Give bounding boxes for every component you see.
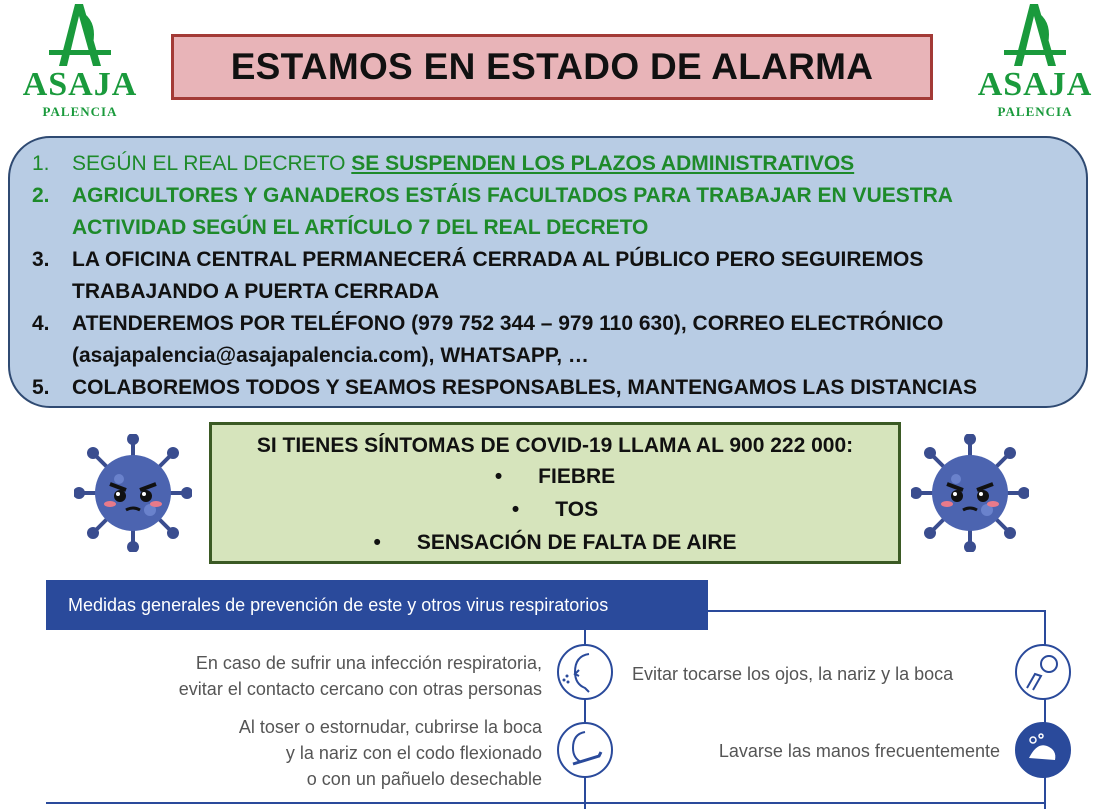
cough-elbow-icon [557, 722, 613, 778]
prevention-heading [46, 580, 708, 630]
prevention-heading-text: Medidas generales de prevención de este y otros virus respiratorios [68, 594, 609, 615]
logo-region: PALENCIA [997, 104, 1073, 119]
measure-text-2 [632, 661, 953, 687]
measure-line: En caso de sufrir una infección respiratoria, [195, 653, 542, 673]
touch-face-icon [1015, 644, 1071, 700]
symptoms-heading: SI TIENES SÍNTOMAS DE COVID-19 LLAMA AL 900 222 000: [256, 434, 854, 457]
measure-text-3 [239, 714, 542, 792]
item-number: 1. [32, 152, 50, 175]
notice-text: LA OFICINA CENTRAL PERMANECERÁ CERRADA AL PÚBLICO PERO SEGUIREMOS [72, 248, 924, 271]
notice-text: TRABAJANDO A PUERTA CERRADA [72, 280, 440, 303]
symptom-text: FIEBRE [538, 465, 616, 488]
notice-highlight: SE SUSPENDEN LOS PLAZOS ADMINISTRATIVOS [351, 152, 855, 175]
item-number: 2. [32, 184, 50, 207]
measure-text-4 [719, 738, 1000, 764]
symptom-text: TOS [555, 498, 599, 521]
notice-text: ATENDEREMOS POR TELÉFONO (979 752 344 – 979 110 630), CORREO ELECTRÓNICO [72, 312, 944, 335]
measure-line: Lavarse las manos frecuentemente [718, 741, 1000, 761]
page-title: ESTAMOS EN ESTADO DE ALARMA [230, 46, 874, 87]
item-number: 3. [32, 248, 50, 271]
bullet: • [511, 498, 520, 521]
notice-text: SEGÚN EL REAL DECRETO [72, 152, 352, 175]
logo-name: ASAJA [977, 66, 1093, 103]
notice-text: AGRICULTORES Y GANADEROS ESTÁIS FACULTADOS PARA TRABAJAR EN VUESTRA [72, 184, 953, 207]
item-number: 4. [32, 312, 50, 335]
notice-text: ACTIVIDAD SEGÚN EL ARTÍCULO 7 DEL REAL DECRETO [72, 216, 649, 239]
logo-name: ASAJA [22, 66, 138, 103]
face-sneeze-icon [557, 644, 613, 700]
notice-text: (asajapalencia@asajapalencia.com), WHATSAPP, … [72, 344, 589, 367]
measure-line: Al toser o estornudar, cubrirse la boca [238, 717, 542, 737]
item-number: 5. [32, 376, 50, 399]
measure-line: o con un pañuelo desechable [306, 769, 542, 789]
measure-line: evitar el contacto cercano con otras personas [178, 679, 542, 699]
bullet: • [494, 465, 503, 488]
notice-text: COLABOREMOS TODOS Y SEAMOS RESPONSABLES, MANTENGAMOS LAS DISTANCIAS [72, 376, 978, 399]
bullet: • [373, 531, 381, 554]
measure-line: Evitar tocarse los ojos, la nariz y la boca [632, 664, 954, 684]
symptom-text: SENSACIÓN DE FALTA DE AIRE [416, 531, 737, 554]
hand-wash-icon [1015, 722, 1071, 778]
logo-region: PALENCIA [42, 104, 118, 119]
measure-line: y la nariz con el codo flexionado [285, 743, 542, 763]
measure-text-1 [179, 650, 542, 702]
